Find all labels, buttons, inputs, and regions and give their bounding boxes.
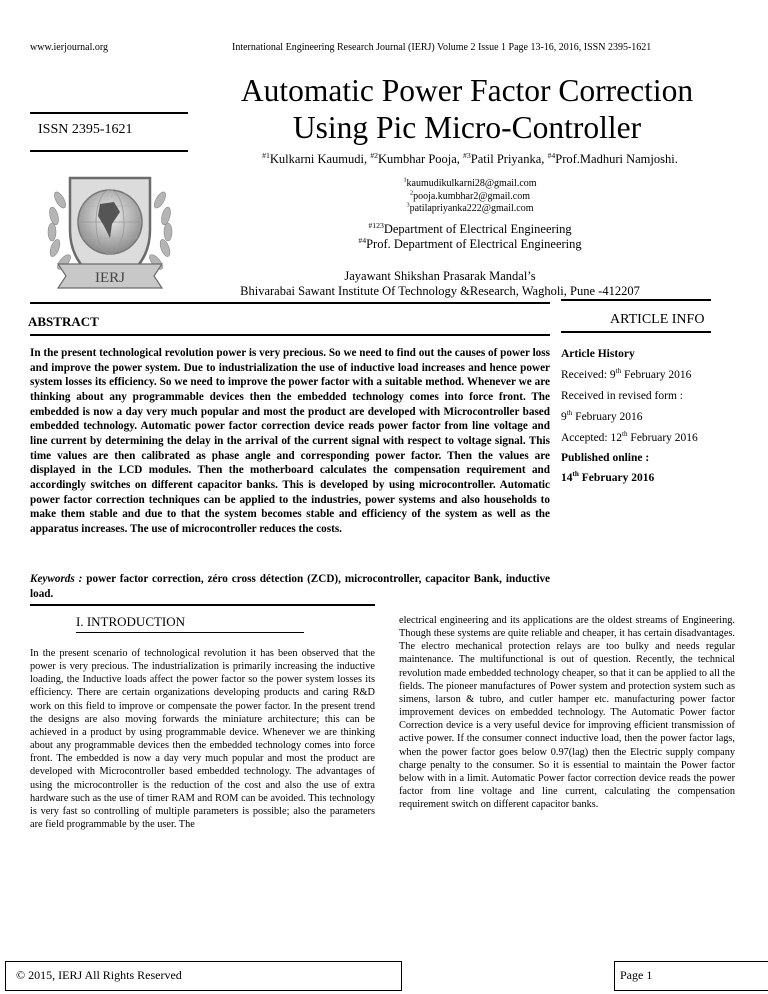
globe-shield-logo-icon xyxy=(40,160,180,298)
page-number: Page 1 xyxy=(620,968,653,982)
accepted-date: Accepted: 12th February 2016 xyxy=(561,430,698,444)
departments xyxy=(270,222,670,251)
keywords-label: Keywords : xyxy=(30,573,87,585)
department-1: $^{\#123}$Department of Electrical Engineering xyxy=(368,220,572,236)
author-emails xyxy=(270,178,670,216)
department-2: $^{\#4}$Prof. Department of Electrical Engineering xyxy=(358,235,582,251)
keywords-text: power factor correction, zéro cross détection (ZCD), microcontroller, capacitor Bank, inductive load. xyxy=(30,573,550,600)
author-2: $^{\#2}$Kumbhar Pooja, xyxy=(370,150,464,166)
email-3[interactable]: $^3$patilapriyanka222@gmail.com xyxy=(406,201,534,214)
author-1: $^{\#1}$Kulkarni Kaumudi, xyxy=(262,150,371,166)
copyright-text: © 2015, IERJ All Rights Reserved xyxy=(16,968,182,982)
published-label: Published online : xyxy=(561,452,650,464)
journal-citation: International Engineering Research Journal (IERJ) Volume 2 Issue 1 Page 13-16, 2016, ISSN 2395-1621 xyxy=(232,42,652,53)
article-history-heading: Article History xyxy=(561,348,635,360)
keywords xyxy=(30,572,550,601)
divider xyxy=(30,302,550,304)
article-info-heading: ARTICLE INFO xyxy=(610,312,705,327)
paper-title: Automatic Power Factor Correction Using Pic Micro-Controller xyxy=(240,73,694,145)
copyright-box xyxy=(5,961,402,991)
author-3: $^{\#3}$Patil Priyanka, xyxy=(463,150,548,166)
email-1[interactable]: $^1$kaumudikulkarni28@gmail.com xyxy=(403,176,537,189)
issn-label: ISSN 2395-1621 xyxy=(38,122,133,137)
received-date: Received: 9th February 2016 xyxy=(561,367,692,381)
abstract-heading: ABSTRACT xyxy=(28,314,99,329)
divider xyxy=(561,331,711,333)
introduction-column-2: electrical engineering and its applications are the oldest streams of Engineering. Though these systems are quite reliable and cheaper, it has certain disadvantages. The electro mechanical protection relays are too bulky and needs regular maintenance. The multifunctional is out of question. Recently, the technical revolution made embedded technology cheaper, so that it can be applied to all the fields. The pioneer manufactures of Power system and protection system such as simens, larson & tubro, and cutler hamper etc. manufacturing power factor improvement devices on embedded technology. The Automatic Power factor Correction device is a very useful device for improving efficient transmission of active power. If the consumer connect inductive load, then the power factor lags, when the power factor goes below 0.97(lag) then the Electric supply company charge penalty to the consumer. So it is essential to maintain the Power factor below with in a limit. Automatic Power factor correction device reads the power factor from line voltage and line current, calculating the compensation requirement switch on different capacitor banks. xyxy=(399,615,735,811)
divider xyxy=(30,334,550,336)
published-date: 14th February 2016 xyxy=(561,470,655,484)
author-4: $^{\#4}$Prof.Madhuri Namjoshi. xyxy=(547,150,678,166)
institution: Jayawant Shikshan Prasarak Mandal’s Bhivarabai Sawant Institute Of Technology &Research, Wagholi, Pune -412207 xyxy=(240,269,640,298)
divider xyxy=(561,299,711,301)
divider xyxy=(76,632,304,633)
journal-website: www.ierjournal.org xyxy=(30,42,109,53)
abstract-text: In the present technological revolution power is very precious. So we need to find out the causes of power loss and improve the power system. Due to industrialization the use of inductive load increases and hence power system losses its efficiency. So we need to improve the power factor with a suitable method. Whenever we are thinking about any programmable devices then the embedded technology comes into force front. The embedded is now a day very much popular and most the product are developed with Microcontroller based embedded technology. Automatic power factor correction device reads power factor from line voltage and line current by determining the delay in the arrival of the current signal with respect to voltage signal. This time values are then calibrated as phase angle and corresponding power factor. Then the values are displayed in the LCD modules. Then the motherboard calculates the compensation requirement and accordingly switches on different capacitor banks. This is developed by using microcontroller. Automatic power factor correction techniques can be applied to the industries, power systems and also households to make them stable and due to that the system becomes stable and efficiency of the system as well as the apparatus increases. The use of microcontroller reduces the costs. xyxy=(30,347,550,535)
logo-text: IERJ xyxy=(95,270,125,286)
introduction-column-1: In the present scenario of technological revolution it has been observed that the power is very precious. The industrialization is primarily increasing the inductive loading, the Inductive loads affect the power factor so the power system losses its efficiency. There are certain organizations developing products and caring R&D work on this field to improve or compensate the power factor. In the present trend the designs are also moving forwards the miniature architecture; this can be achieved in a product by using programmable device. Whenever we are thinking about any programmable devices then the embedded technology comes into force front. The embedded is now a day very much popular and most the product are developed with Microcontroller based embedded technology. The advantages of using the microcontroller is the reduction of the cost and also the use of extra hardware such as the use of timer RAM and ROM can be avoided. This technology is very fast so controlling of multiple parameters is possible; also the parameters are field programmable by the user. The xyxy=(30,648,375,831)
page-number-box xyxy=(614,961,768,991)
divider xyxy=(30,604,375,606)
email-2[interactable]: $^2$pooja.kumbhar2@gmail.com xyxy=(409,189,531,202)
revised-date: 9th February 2016 xyxy=(561,409,643,423)
revised-label: Received in revised form : xyxy=(561,390,683,402)
introduction-heading: I. INTRODUCTION xyxy=(76,614,186,629)
author-list xyxy=(200,152,740,167)
